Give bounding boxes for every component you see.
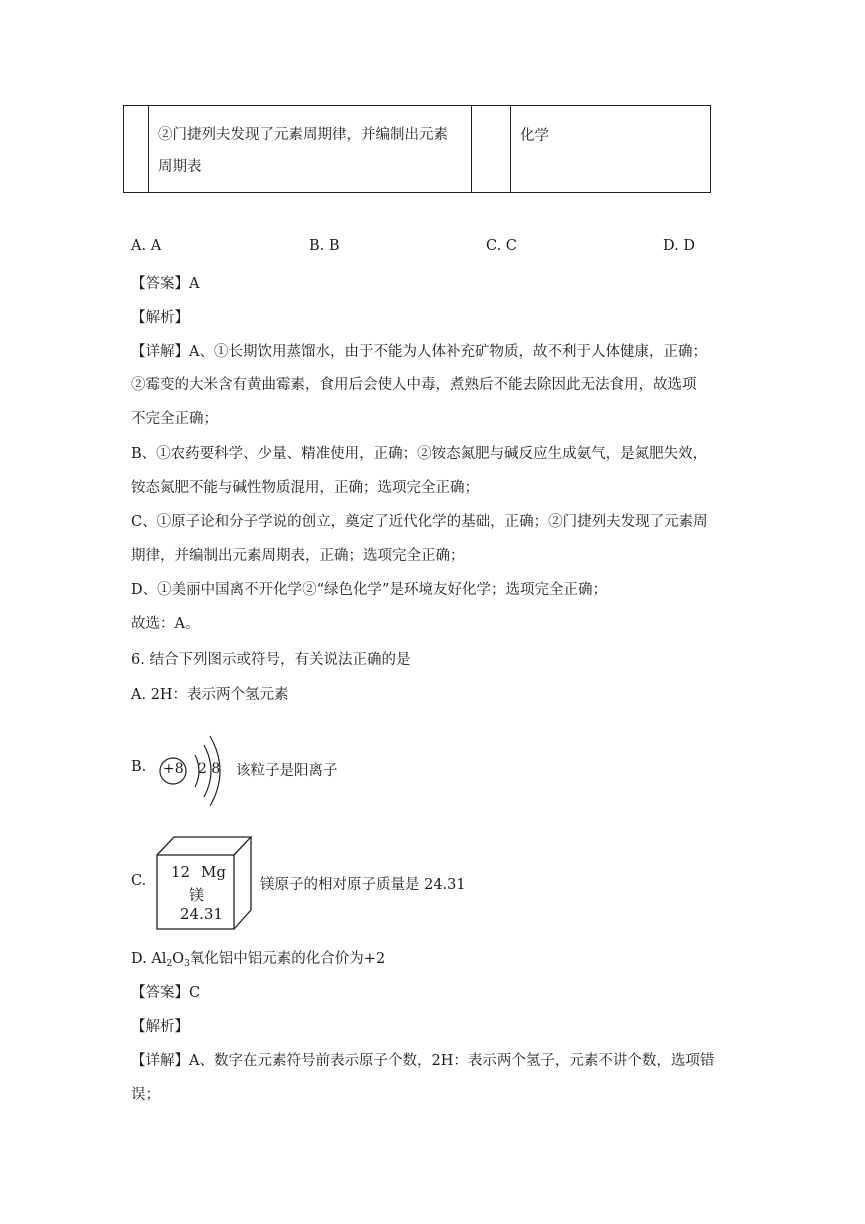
option-d: D. D — [663, 238, 695, 254]
statement-line-2: 周期表 — [158, 159, 202, 175]
statement-line-1: ②门捷列夫发现了元素周期律，并编制出元素 — [158, 127, 448, 143]
element-symbol: Mg — [201, 863, 226, 881]
formula-prefix: D. Al — [131, 951, 167, 967]
analysis-label: 【解析】 — [131, 310, 189, 326]
detail-line: 铵态氮肥不能与碱性物质混用，正确；选项完全正确； — [131, 480, 479, 496]
analysis-label: 【解析】 — [131, 1019, 189, 1035]
q6-option-b-label: B. — [131, 759, 147, 775]
atomic-mass: 24.31 — [180, 905, 223, 923]
detail-line: D、①美丽中国离不开化学②“绿色化学”是环境友好化学；选项完全正确； — [131, 582, 607, 598]
option-b: B. B — [309, 238, 340, 254]
table-cell-statement — [149, 106, 472, 193]
q6-option-d-text: 氧化铝中铝元素的化合价为+2 — [189, 951, 386, 967]
element-name: 镁 — [189, 886, 205, 904]
question-stem: 6. 结合下列图示或符号，有关说法正确的是 — [131, 652, 411, 668]
atomic-number: 12 — [171, 863, 191, 881]
detail-line: 故选：A。 — [131, 616, 200, 632]
table-cell-empty — [472, 106, 511, 193]
cube-side-face — [234, 837, 251, 929]
q6-option-a: A. 2H：表示两个氢元素 — [131, 687, 289, 703]
formula-subscript: 3 — [184, 959, 190, 969]
formula-oxygen: O — [172, 951, 185, 967]
answer-label: 【答案】A — [131, 276, 200, 292]
detail-line: 期律，并编制出元素周期表，正确；选项完全正确； — [131, 548, 465, 564]
cube-top-face — [157, 837, 251, 855]
detail-line: ②霉变的大米含有黄曲霉素，食用后会使人中毒，煮熟后不能去除因此无法食用，故选项 — [131, 377, 697, 393]
detail-line: 【详解】A、数字在元素符号前表示原子个数，2H：表示两个氢子，元素不讲个数，选项错 — [131, 1053, 715, 1069]
comparison-table — [123, 105, 711, 193]
electron-shells: 2 8 — [198, 761, 221, 777]
detail-line: 误； — [131, 1087, 160, 1103]
table-row — [124, 106, 711, 193]
formula-subscript: 2 — [166, 959, 173, 969]
q6-option-c-label: C. — [131, 873, 147, 889]
option-a: A. A — [131, 238, 162, 254]
answer-label: 【答案】C — [131, 985, 201, 1001]
table-cell-empty — [124, 106, 149, 193]
q6-option-d — [131, 947, 385, 969]
q6-option-b-text: 该粒子是阳离子 — [236, 763, 338, 779]
detail-line: 不完全正确； — [131, 411, 218, 427]
nucleus-charge: +8 — [163, 761, 184, 777]
detail-line: C、①原子论和分子学说的创立，奠定了近代化学的基础，正确；②门捷列夫发现了元素周 — [131, 514, 708, 530]
q6-option-c-text: 镁原子的相对原子质量是 24.31 — [260, 877, 466, 893]
detail-line: B、①农药要科学、少量、精准使用，正确；②铵态氮肥与碱反应生成氨气，是氮肥失效， — [131, 446, 708, 462]
option-c: C. C — [486, 238, 517, 254]
table-cell-category — [511, 106, 711, 193]
detail-line: 【详解】A、①长期饮用蒸馏水，由于不能为人体补充矿物质，故不利于人体健康，正确； — [131, 344, 707, 360]
category-text: 化学 — [520, 128, 549, 144]
